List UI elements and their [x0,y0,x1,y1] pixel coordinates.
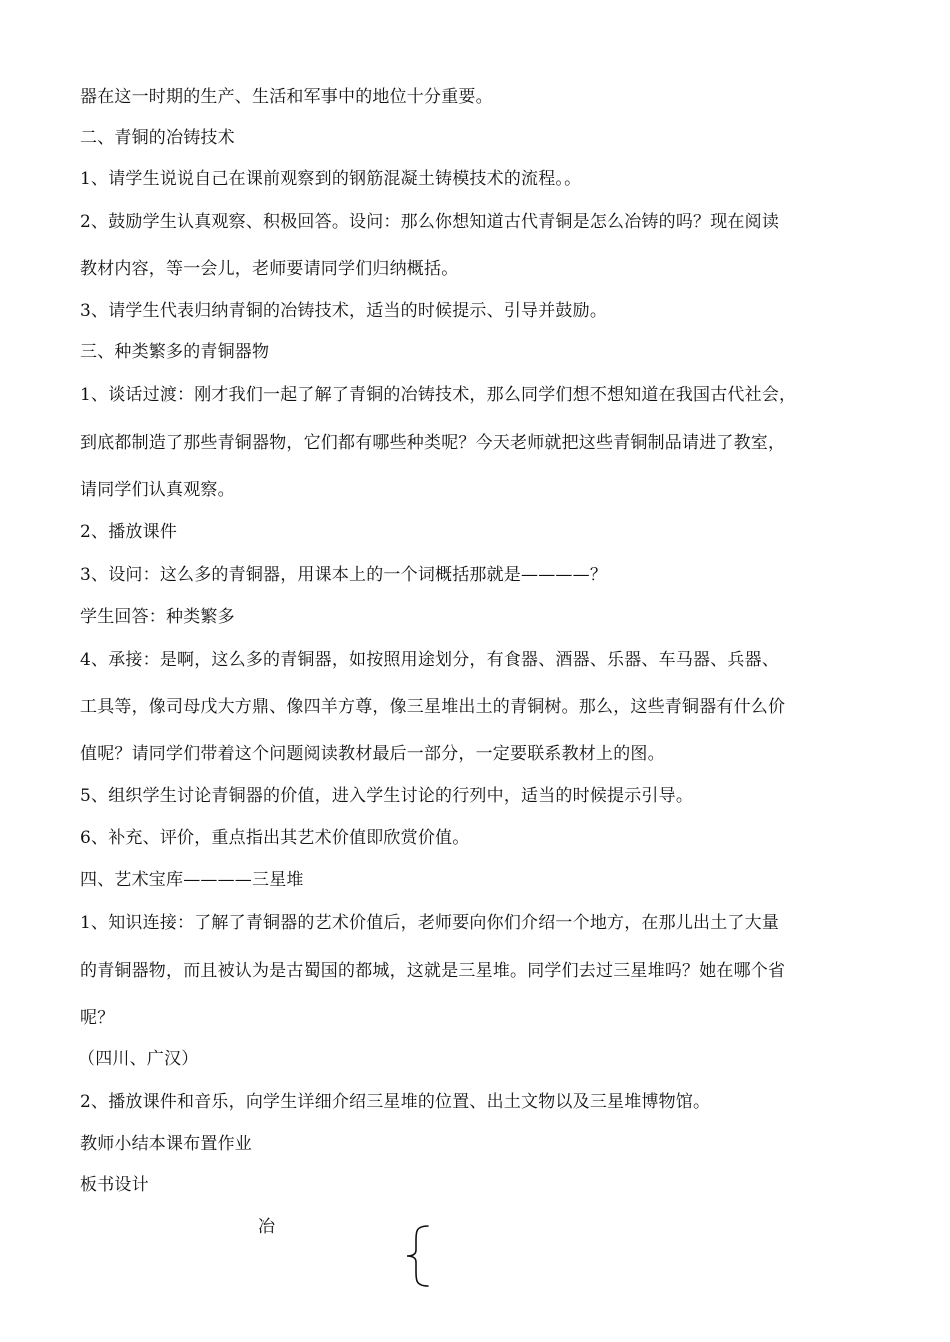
paragraph-line: 2、鼓励学生认真观察、积极回答。设问：那么你想知道古代青铜是怎么冶铸的吗？现在阅读 [80,212,780,232]
board-design-heading: 板书设计 [80,1175,149,1195]
paragraph-line: 的青铜器物，而且被认为是古蜀国的都城，这就是三星堆。同学们去过三星堆吗？她在哪个省 [80,961,786,981]
section-heading: 四、艺术宝库————三星堆 [80,870,304,890]
paragraph-line: 学生回答：种类繁多 [80,607,235,627]
paragraph-line: 教材内容，等一会儿，老师要请同学们归纳概括。 [80,259,459,279]
board-char: 冶 [258,1217,275,1237]
paragraph-line: 请同学们认真观察。 [80,480,235,500]
paragraph-line: 到底都制造了那些青铜器物，它们都有哪些种类呢？今天老师就把这些青铜制品请进了教室， [80,433,786,453]
section-heading: 二、青铜的冶铸技术 [80,128,235,148]
paragraph-line: 3、请学生代表归纳青铜的冶铸技术，适当的时候提示、引导并鼓励。 [80,301,608,321]
paragraph-line: 呢？ [80,1008,115,1028]
paragraph-line: 2、播放课件 [80,522,178,542]
paragraph-line: 教师小结本课布置作业 [80,1134,252,1154]
paragraph-line: 值呢？请同学们带着这个问题阅读教材最后一部分，一定要联系教材上的图。 [80,744,665,764]
paragraph-line: 6、补充、评价，重点指出其艺术价值即欣赏价值。 [80,828,470,848]
left-brace-icon [402,1224,432,1288]
paragraph-line: 工具等，像司母戊大方鼎、像四羊方尊，像三星堆出土的青铜树。那么，这些青铜器有什么价 [80,697,786,717]
paragraph-line: 1、知识连接：了解了青铜器的艺术价值后，老师要向你们介绍一个地方，在那儿出土了大量 [80,913,780,933]
paragraph-line: 1、请学生说说自己在课前观察到的钢筋混凝土铸模技术的流程。。 [80,169,582,189]
paragraph-line: 5、组织学生讨论青铜器的价值，进入学生讨论的行列中，适当的时候提示引导。 [80,786,694,806]
paragraph-line: 器在这一时期的生产、生活和军事中的地位十分重要。 [80,87,493,107]
paragraph-line: 4、承接：是啊，这么多的青铜器，如按照用途划分，有食器、酒器、乐器、车马器、兵器、 [80,650,780,670]
paragraph-line: 2、播放课件和音乐，向学生详细介绍三星堆的位置、出土文物以及三星堆博物馆。 [80,1092,711,1112]
section-heading: 三、种类繁多的青铜器物 [80,342,270,362]
paragraph-line: 3、设问：这么多的青铜器，用课本上的一个词概括那就是————？ [80,565,608,585]
answer-note: （四川、广汉） [78,1049,199,1069]
paragraph-line: 1、谈话过渡：刚才我们一起了解了青铜的冶铸技术，那么同学们想不想知道在我国古代社会， [80,385,797,405]
